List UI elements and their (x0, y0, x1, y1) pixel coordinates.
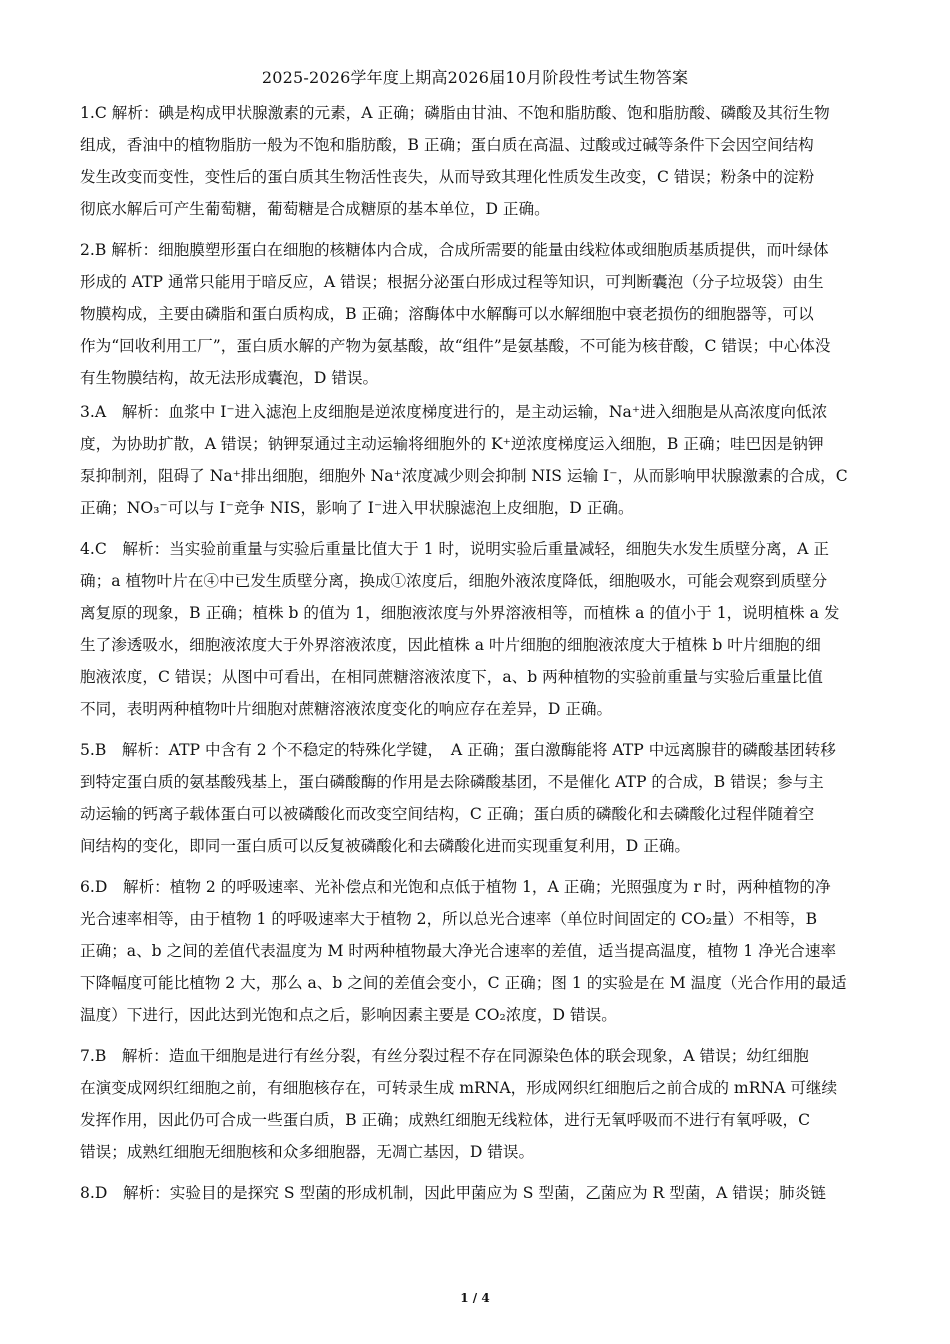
text-line: 正确；a、b 之间的差值代表温度为 M 时两种植物最大净光合速率的差值，适当提高温度，植物 1 净光合速率 (80, 942, 837, 960)
text-line: 6.D 解析：植物 2 的呼吸速率、光补偿点和光饱和点低于植物 1，A 正确；光照强度为 r 时，两种植物的净 (80, 878, 831, 896)
text-line: 确；a 植物叶片在④中已发生质壁分离，换成①浓度后，细胞外液浓度降低，细胞吸水，可能会观察到质壁分 (80, 572, 828, 590)
answer-list (80, 97, 870, 1218)
text-line: 有生物膜结构，故无法形成囊泡，D 错误。 (80, 369, 379, 387)
text-line: 4.C 解析：当实验前重量与实验后重量比值大于 1 时，说明实验后重量减轻，细胞失水发生质壁分离，A 正 (80, 540, 829, 558)
text-line: 温度）下进行，因此达到光饱和点之后，影响因素主要是 CO₂浓度，D 错误。 (80, 1006, 617, 1024)
text-line: 泵抑制剂，阻碍了 Na⁺排出细胞，细胞外 Na⁺浓度减少则会抑制 NIS 运输 I⁻，从而影响甲状腺激素的合成，C (80, 467, 848, 485)
text-line: 物膜构成，主要由磷脂和蛋白质构成，B 正确；溶酶体中水解酶可以水解细胞中衰老损伤的细胞器等，可以 (80, 305, 814, 323)
text-line: 下降幅度可能比植物 2 大，那么 a、b 之间的差值会变小，C 正确；图 1 的实验是在 M 温度（光合作用的最适 (80, 974, 847, 992)
text-line: 5.B 解析：ATP 中含有 2 个不稳定的特殊化学键， A 正确；蛋白激酶能将 ATP 中远离腺苷的磷酸基团转移 (80, 741, 836, 759)
text-line: 离复原的现象，B 正确；植株 b 的值为 1，细胞液浓度与外界溶液相等，而植株 a 的值小于 1，说明植株 a 发 (80, 604, 840, 622)
answer-7 (80, 1040, 870, 1168)
answer-8 (80, 1177, 870, 1209)
text-line: 在演变成网织红细胞之前，有细胞核存在，可转录生成 mRNA，形成网织红细胞后之前合成的 mRNA 可继续 (80, 1079, 838, 1097)
page-title: 2025-2026学年度上期高2026届10月阶段性考试生物答案 (261, 68, 689, 87)
text-line: 1.C 解析：碘是构成甲状腺激素的元素，A 正确；磷脂由甘油、不饱和脂肪酸、饱和脂肪酸、磷酸及其衍生物 (80, 104, 830, 122)
text-line: 8.D 解析：实验目的是探究 S 型菌的形成机制，因此甲菌应为 S 型菌，乙菌应为 R 型菌，A 错误；肺炎链 (80, 1184, 826, 1202)
text-line: 正确；NO₃⁻可以与 I⁻竞争 NIS，影响了 I⁻进入甲状腺滤泡上皮细胞，D 正确。 (80, 499, 634, 517)
text-line: 生了渗透吸水，细胞液浓度大于外界溶液浓度，因此植株 a 叶片细胞的细胞液浓度大于植株 b 叶片细胞的细 (80, 636, 821, 654)
text-line: 3.A 解析：血浆中 I⁻进入滤泡上皮细胞是逆浓度梯度进行的，是主动运输，Na⁺进入细胞是从高浓度向低浓 (80, 403, 828, 421)
answer-2 (80, 234, 870, 394)
text-line: 发生改变而变性，变性后的蛋白质其生物活性丧失，从而导致其理化性质发生改变，C 错误；粉条中的淀粉 (80, 168, 815, 186)
answer-4 (80, 533, 870, 725)
text-line: 形成的 ATP 通常只能用于暗反应，A 错误；根据分泌蛋白形成过程等知识，可判断囊泡（分子垃圾袋）由生 (80, 273, 824, 291)
text-line: 错误；成熟红细胞无细胞核和众多细胞器，无凋亡基因，D 错误。 (80, 1143, 535, 1161)
text-line: 光合速率相等，由于植物 1 的呼吸速率大于植物 2，所以总光合速率（单位时间固定的 CO₂量）不相等，B (80, 910, 818, 928)
text-line: 度，为协助扩散，A 错误；钠钾泵通过主动运输将细胞外的 K⁺逆浓度梯度运入细胞，B 正确；哇巴因是钠钾 (80, 435, 824, 453)
text-line: 间结构的变化，即同一蛋白质可以反复被磷酸化和去磷酸化进而实现重复利用，D 正确。 (80, 837, 691, 855)
text-line: 组成，香油中的植物脂肪一般为不饱和脂肪酸，B 正确；蛋白质在高温、过酸或过碱等条件下会因空间结构 (80, 136, 814, 154)
text-line: 彻底水解后可产生葡萄糖，葡萄糖是合成糖原的基本单位，D 正确。 (80, 200, 550, 218)
text-line: 作为“回收利用工厂”，蛋白质水解的产物为氨基酸，故“组件”是氨基酸，不可能为核苷酸，C 错误；中心体没 (80, 337, 831, 355)
text-line: 到特定蛋白质的氨基酸残基上，蛋白磷酸酶的作用是去除磷酸基团，不是催化 ATP 的合成，B 错误；参与主 (80, 773, 824, 791)
text-line: 7.B 解析：造血干细胞是进行有丝分裂，有丝分裂过程不存在同源染色体的联会现象，A 错误；幼红细胞 (80, 1047, 809, 1065)
page-number: 1 / 4 (460, 1291, 490, 1305)
answer-6 (80, 871, 870, 1031)
text-line: 动运输的钙离子载体蛋白可以被磷酸化而改变空间结构，C 正确；蛋白质的磷酸化和去磷酸化过程伴随着空 (80, 805, 815, 823)
text-line: 发挥作用，因此仍可合成一些蛋白质，B 正确；成熟红细胞无线粒体，进行无氧呼吸而不进行有氧呼吸，C (80, 1111, 811, 1129)
text-line: 胞液浓度，C 错误；从图中可看出，在相同蔗糖溶液浓度下，a、b 两种植物的实验前重量与实验后重量比值 (80, 668, 823, 686)
text-line: 2.B 解析：细胞膜塑形蛋白在细胞的核糖体内合成，合成所需要的能量由线粒体或细胞质基质提供，而叶绿体 (80, 241, 829, 259)
answer-1 (80, 97, 870, 225)
answer-3 (80, 396, 870, 524)
answer-5 (80, 734, 870, 862)
text-line: 不同，表明两种植物叶片细胞对蔗糖溶液浓度变化的响应存在差异，D 正确。 (80, 700, 613, 718)
